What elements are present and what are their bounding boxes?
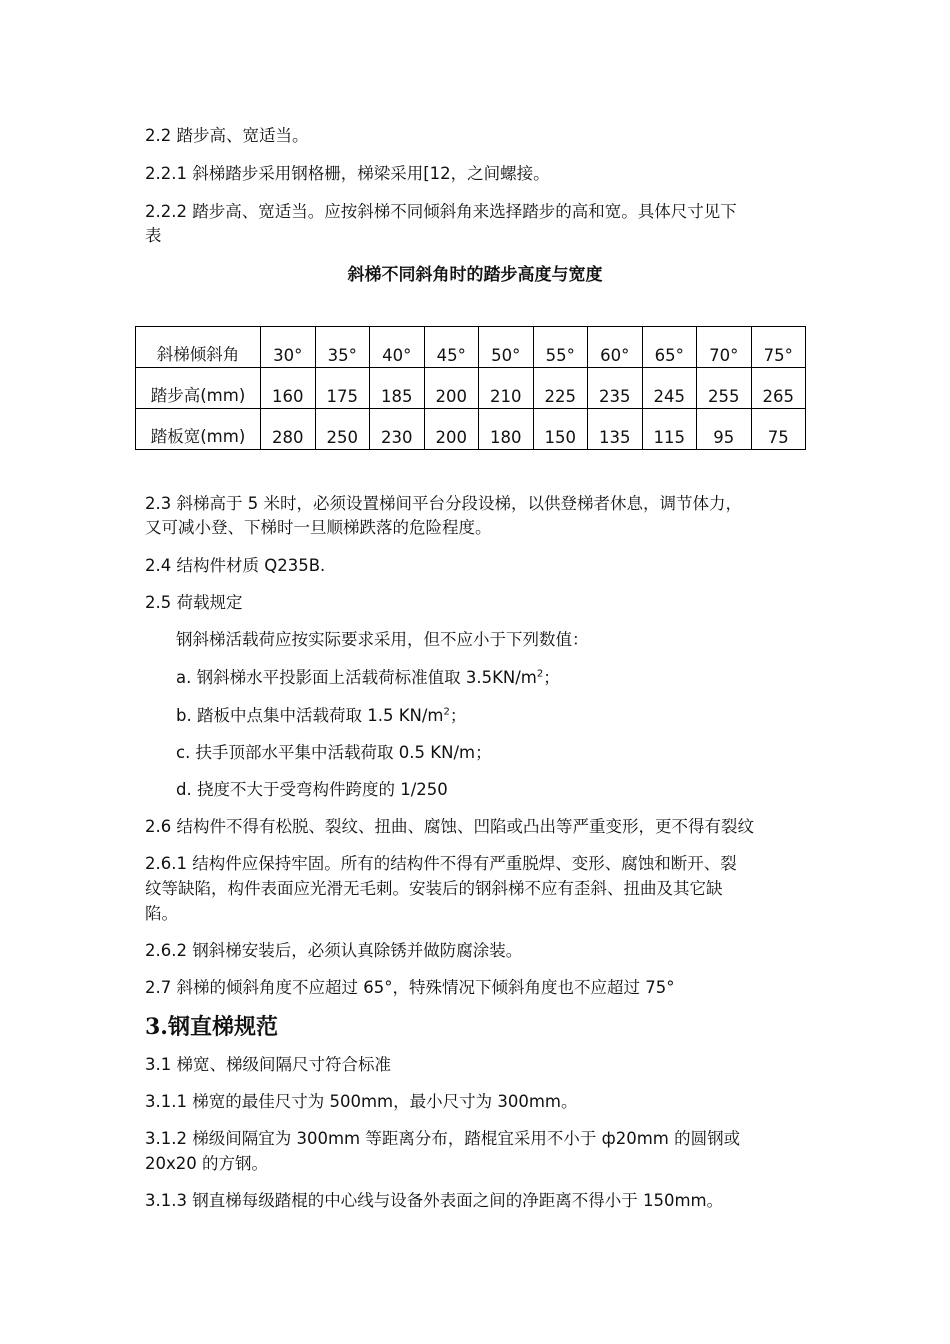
table-cell: 55° <box>533 327 588 368</box>
table-cell: 245 <box>642 368 697 409</box>
section-2-6-2: 2.6.2 钢斜梯安装后，必须认真除锈并做防腐涂装。 <box>145 941 523 960</box>
section-2-2: 2.2 踏步高、宽适当。 <box>145 126 309 145</box>
item-b-end: ； <box>449 706 467 725</box>
section-2-3-line2: 又可减小登、下梯时一旦顺梯跌落的危险程度。 <box>145 518 492 537</box>
table-cell: 250 <box>315 409 370 450</box>
table-row <box>136 409 806 450</box>
table-cell: 280 <box>261 409 316 450</box>
section-3-1-3: 3.1.3 钢直梯每级踏棍的中心线与设备外表面之间的净距离不得小于 150mm。 <box>145 1191 724 1210</box>
table-cell: 180 <box>479 409 534 450</box>
table-row-label: 踏步高(mm) <box>136 368 261 409</box>
table-row-label: 斜梯倾斜角 <box>136 327 261 368</box>
section-2-2-2-line2: 表 <box>145 226 162 245</box>
table-cell: 255 <box>697 368 752 409</box>
section-3-1-1: 3.1.1 梯宽的最佳尺寸为 500mm，最小尺寸为 300mm。 <box>145 1092 578 1111</box>
table-cell: 210 <box>479 368 534 409</box>
table-cell: 75° <box>751 327 806 368</box>
table-row <box>136 368 806 409</box>
table-cell: 265 <box>751 368 806 409</box>
section-2-5: 2.5 荷载规定 <box>145 593 243 612</box>
section-2-3-line1: 2.3 斜梯高于 5 米时，必须设置梯间平台分段设梯，以供登梯者休息，调节体力， <box>145 494 742 513</box>
table-cell: 150 <box>533 409 588 450</box>
table-cell: 200 <box>424 368 479 409</box>
heading-3: 3.钢直梯规范 <box>145 1014 278 1040</box>
section-3-1-2-line2: 20x20 的方钢。 <box>145 1154 269 1173</box>
section-2-5-c: c. 扶手顶部水平集中活载荷取 0.5 KN/m； <box>176 743 492 762</box>
table-row-label: 踏板宽(mm) <box>136 409 261 450</box>
section-2-2-1: 2.2.1 斜梯踏步采用钢格栅，梯梁采用[12，之间螺接。 <box>145 164 550 183</box>
section-2-4: 2.4 结构件材质 Q235B. <box>145 556 326 575</box>
table-cell: 175 <box>315 368 370 409</box>
item-b-superscript: 2 <box>443 706 450 718</box>
item-b-text: b. 踏板中点集中活载荷取 1.5 KN/m <box>176 706 444 725</box>
section-3-1: 3.1 梯宽、梯级间隔尺寸符合标准 <box>145 1055 391 1074</box>
table-cell: 35° <box>315 327 370 368</box>
table-cell: 50° <box>479 327 534 368</box>
table-cell: 230 <box>370 409 425 450</box>
table-cell: 160 <box>261 368 316 409</box>
section-2-6: 2.6 结构件不得有松脱、裂纹、扭曲、腐蚀、凹陷或凸出等严重变形，更不得有裂纹 <box>145 817 754 836</box>
table-cell: 30° <box>261 327 316 368</box>
section-2-5-intro: 钢斜梯活载荷应按实际要求采用，但不应小于下列数值： <box>176 630 589 649</box>
section-2-5-a <box>176 666 560 690</box>
step-dimension-table <box>135 326 806 450</box>
section-2-2-2-line1: 2.2.2 踏步高、宽适当。应按斜梯不同倾斜角来选择踏步的高和宽。具体尺寸见下 <box>145 202 737 221</box>
item-a-text: a. 钢斜梯水平投影面上活载荷标准值取 3.5KN/m <box>176 668 537 687</box>
section-2-7: 2.7 斜梯的倾斜角度不应超过 65°，特殊情况下倾斜角度也不应超过 75° <box>145 978 675 997</box>
section-2-6-1-line3: 陷。 <box>145 904 178 923</box>
section-3-1-2-line1: 3.1.2 梯级间隔宜为 300mm 等距离分布，踏棍宜采用不小于 ф20mm 的圆钢或 <box>145 1129 741 1148</box>
table-cell: 235 <box>588 368 643 409</box>
item-a-superscript: 2 <box>536 668 544 680</box>
table-cell: 40° <box>370 327 425 368</box>
section-2-5-d: d. 挠度不大于受弯构件跨度的 1/250 <box>176 780 448 799</box>
table-row <box>136 327 806 368</box>
item-a-end: ； <box>543 668 560 687</box>
table-cell: 45° <box>424 327 479 368</box>
table-cell: 135 <box>588 409 643 450</box>
section-2-6-1-line2: 纹等缺陷，构件表面应光滑无毛刺。安装后的钢斜梯不应有歪斜、扭曲及其它缺 <box>145 879 723 898</box>
table-cell: 75 <box>751 409 806 450</box>
table-cell: 60° <box>588 327 643 368</box>
table-cell: 185 <box>370 368 425 409</box>
table-title: 斜梯不同斜角时的踏步高度与宽度 <box>347 265 603 285</box>
section-2-6-1-line1: 2.6.1 结构件应保持牢固。所有的结构件不得有严重脱焊、变形、腐蚀和断开、裂 <box>145 854 737 873</box>
table-cell: 70° <box>697 327 752 368</box>
table-cell: 95 <box>697 409 752 450</box>
table-cell: 115 <box>642 409 697 450</box>
table-cell: 225 <box>533 368 588 409</box>
table-cell: 200 <box>424 409 479 450</box>
table-cell: 65° <box>642 327 697 368</box>
section-2-5-b <box>176 704 466 728</box>
